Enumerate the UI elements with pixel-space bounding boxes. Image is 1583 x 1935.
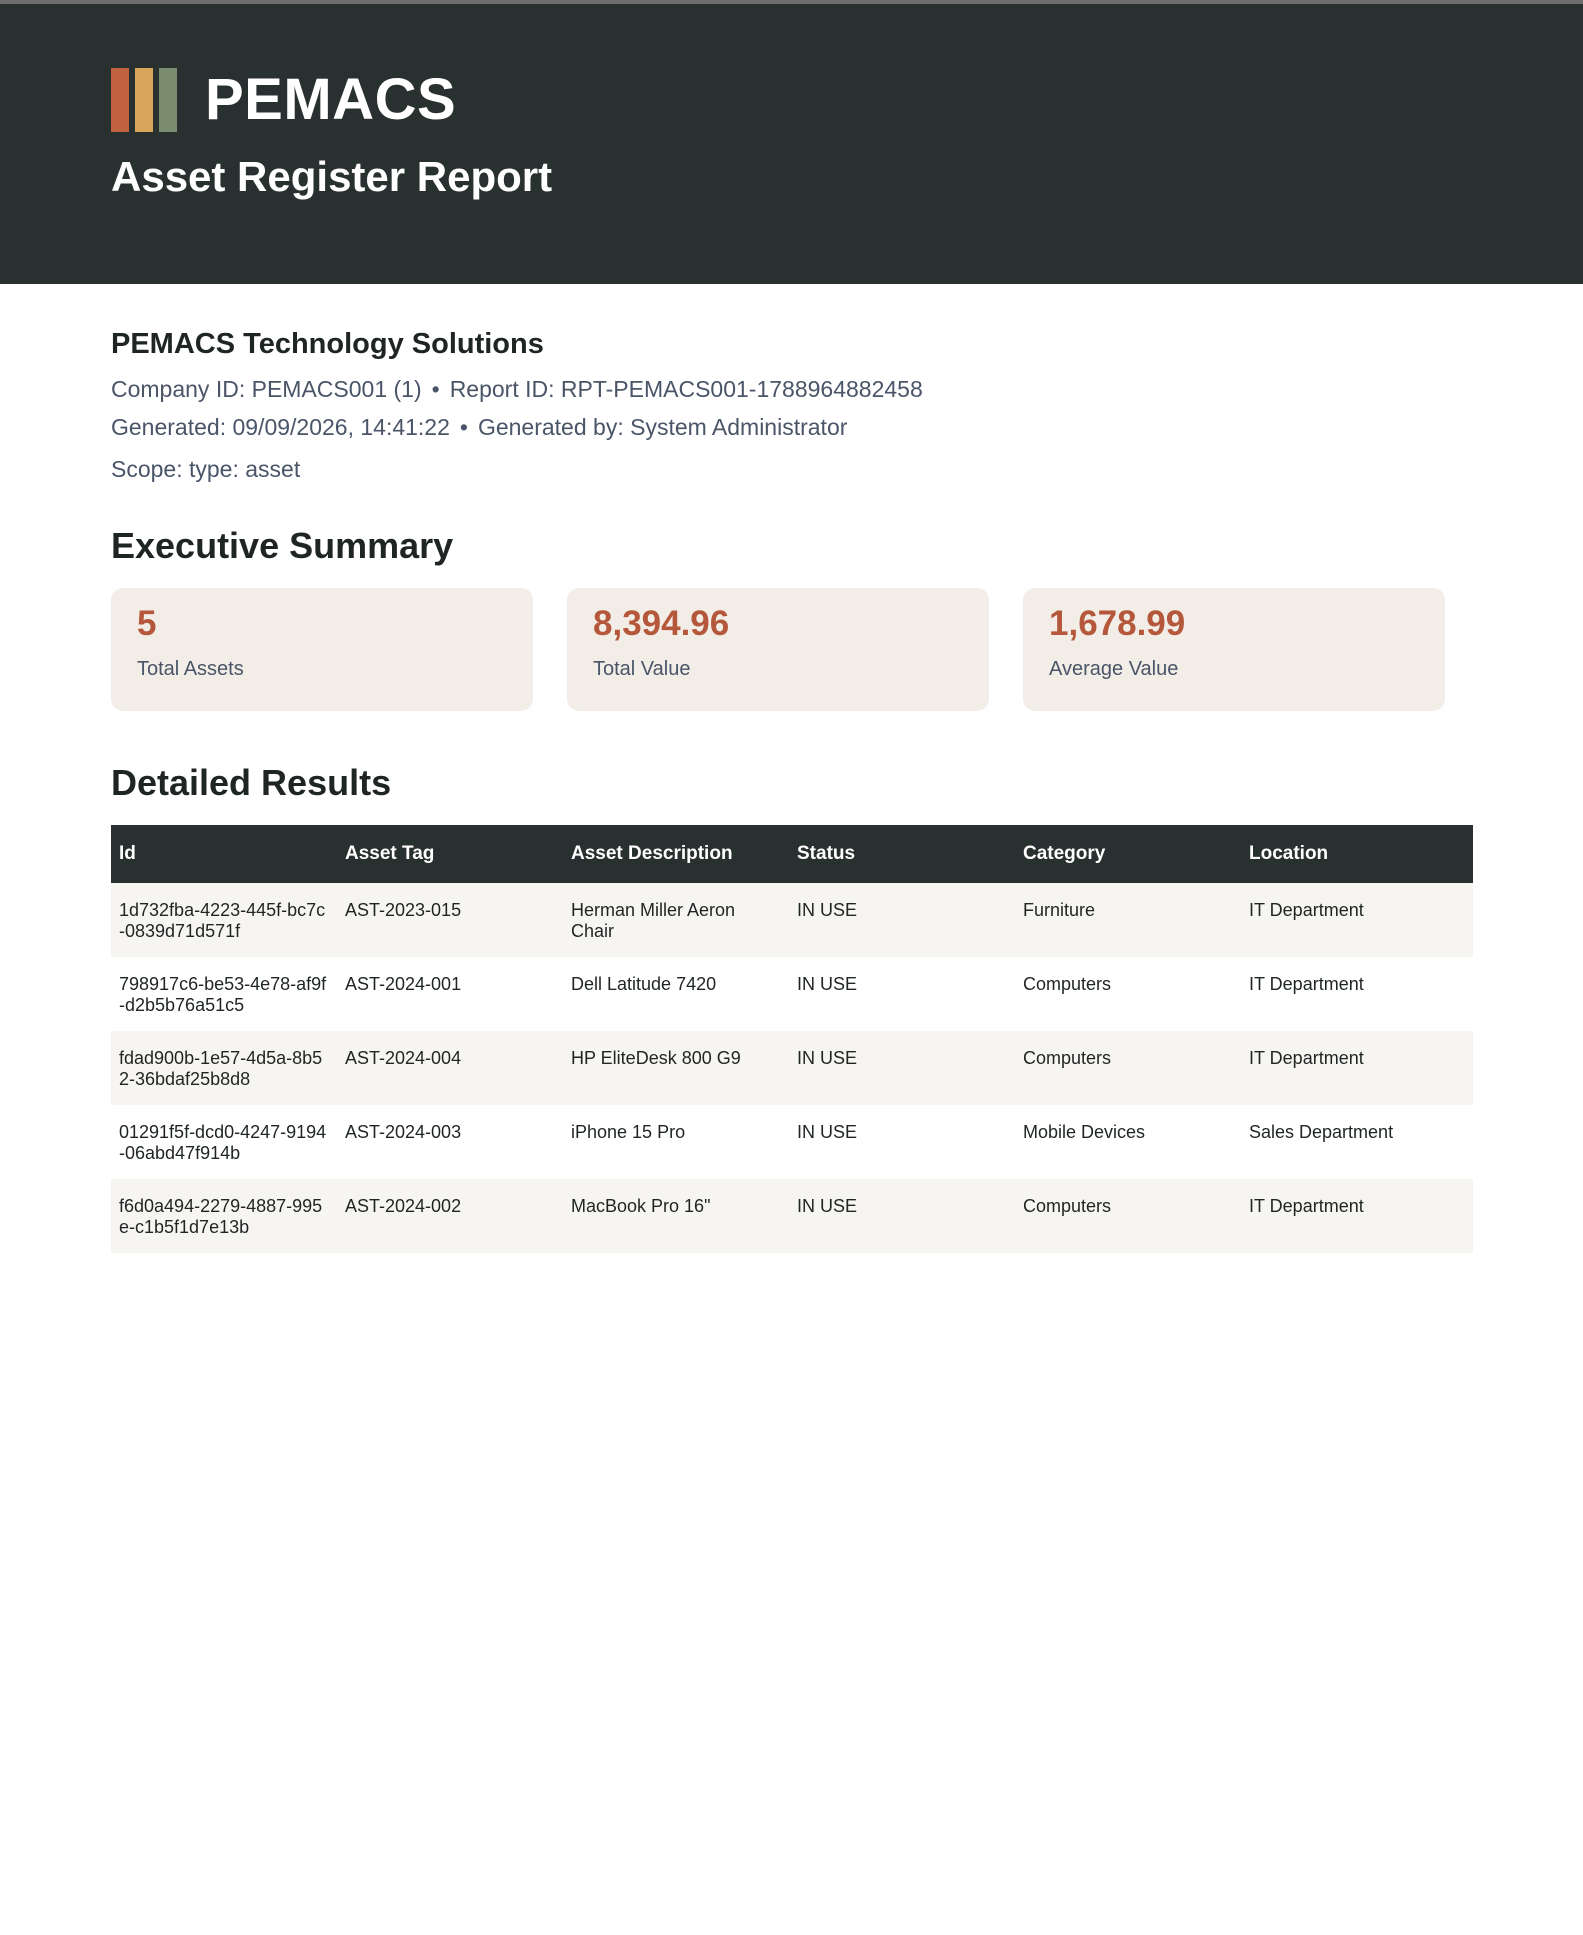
company-meta-line (111, 374, 1472, 404)
cell-asset-description: Dell Latitude 7420 (563, 957, 789, 1031)
table-header-row (111, 825, 1473, 883)
cell-id: fdad900b-1e57-4d5a-8b52-36bdaf25b8d8 (111, 1031, 337, 1105)
summary-card-average-value (1023, 588, 1445, 711)
column-header-category[interactable]: Category (1015, 825, 1241, 883)
card-value: 5 (137, 604, 157, 643)
executive-summary-title: Executive Summary (111, 525, 454, 566)
cell-id: 01291f5f-dcd0-4247-9194-06abd47f914b (111, 1105, 337, 1179)
table-row (111, 957, 1473, 1031)
table-row (111, 883, 1473, 957)
cell-category: Mobile Devices (1015, 1105, 1241, 1179)
column-header-asset-tag[interactable]: Asset Tag (337, 825, 563, 883)
brand-name: PEMACS (205, 67, 457, 132)
report-content (0, 326, 1583, 1253)
logo-bar-3 (159, 68, 177, 132)
cell-asset-description: iPhone 15 Pro (563, 1105, 789, 1179)
summary-card-total-assets (111, 588, 533, 711)
detailed-results-title: Detailed Results (111, 762, 392, 803)
brand-row (111, 68, 456, 132)
separator: • (431, 376, 440, 402)
cell-id: 798917c6-be53-4e78-af9f-d2b5b76a51c5 (111, 957, 337, 1031)
cell-category: Computers (1015, 957, 1241, 1031)
card-value: 1,678.99 (1049, 604, 1186, 643)
cell-id: 1d732fba-4223-445f-bc7c-0839d71d571f (111, 883, 337, 957)
cell-asset-description: HP EliteDesk 800 G9 (563, 1031, 789, 1105)
report-id: Report ID: RPT-PEMACS001-1788964882458 (449, 376, 923, 402)
cell-status: IN USE (789, 1105, 1015, 1179)
cell-category: Computers (1015, 1179, 1241, 1253)
card-label: Total Value (593, 658, 691, 680)
cell-asset-tag: AST-2024-002 (337, 1179, 563, 1253)
cell-status: IN USE (789, 883, 1015, 957)
logo-bar-2 (135, 68, 153, 132)
cell-status: IN USE (789, 1031, 1015, 1105)
cell-location: Sales Department (1241, 1105, 1473, 1179)
generated-timestamp: Generated: 09/09/2026, 14:41:22 (111, 414, 450, 440)
column-header-id[interactable]: Id (111, 825, 337, 883)
cell-asset-tag: AST-2024-001 (337, 957, 563, 1031)
cell-category: Furniture (1015, 883, 1241, 957)
cell-asset-description: Herman Miller Aeron Chair (563, 883, 789, 957)
cell-id: f6d0a494-2279-4887-995e-c1b5f1d7e13b (111, 1179, 337, 1253)
company-id: Company ID: PEMACS001 (1) (111, 376, 422, 402)
cell-status: IN USE (789, 1179, 1015, 1253)
report-header (0, 4, 1583, 284)
report-title: Asset Register Report (111, 153, 553, 200)
summary-cards (111, 588, 1472, 711)
cell-asset-tag: AST-2024-004 (337, 1031, 563, 1105)
company-name: PEMACS Technology Solutions (111, 328, 544, 360)
column-header-asset-description[interactable]: Asset Description (563, 825, 789, 883)
cell-location: IT Department (1241, 957, 1473, 1031)
report-scope: Scope: type: asset (111, 456, 301, 482)
table-row (111, 1031, 1473, 1105)
cell-location: IT Department (1241, 1179, 1473, 1253)
logo-bar-1 (111, 68, 129, 132)
results-table (111, 825, 1473, 1253)
cell-asset-description: MacBook Pro 16" (563, 1179, 789, 1253)
column-header-location[interactable]: Location (1241, 825, 1473, 883)
cell-location: IT Department (1241, 1031, 1473, 1105)
table-row (111, 1179, 1473, 1253)
card-label: Average Value (1049, 658, 1179, 680)
generated-by: Generated by: System Administrator (477, 414, 848, 440)
separator: • (459, 414, 468, 440)
card-value: 8,394.96 (593, 604, 730, 643)
column-header-status[interactable]: Status (789, 825, 1015, 883)
logo-bars-icon (111, 68, 177, 132)
cell-asset-tag: AST-2024-003 (337, 1105, 563, 1179)
cell-location: IT Department (1241, 883, 1473, 957)
summary-card-total-value (567, 588, 989, 711)
card-label: Total Assets (137, 658, 244, 680)
generated-meta-line (111, 412, 1472, 442)
table-row (111, 1105, 1473, 1179)
cell-status: IN USE (789, 957, 1015, 1031)
cell-asset-tag: AST-2023-015 (337, 883, 563, 957)
cell-category: Computers (1015, 1031, 1241, 1105)
